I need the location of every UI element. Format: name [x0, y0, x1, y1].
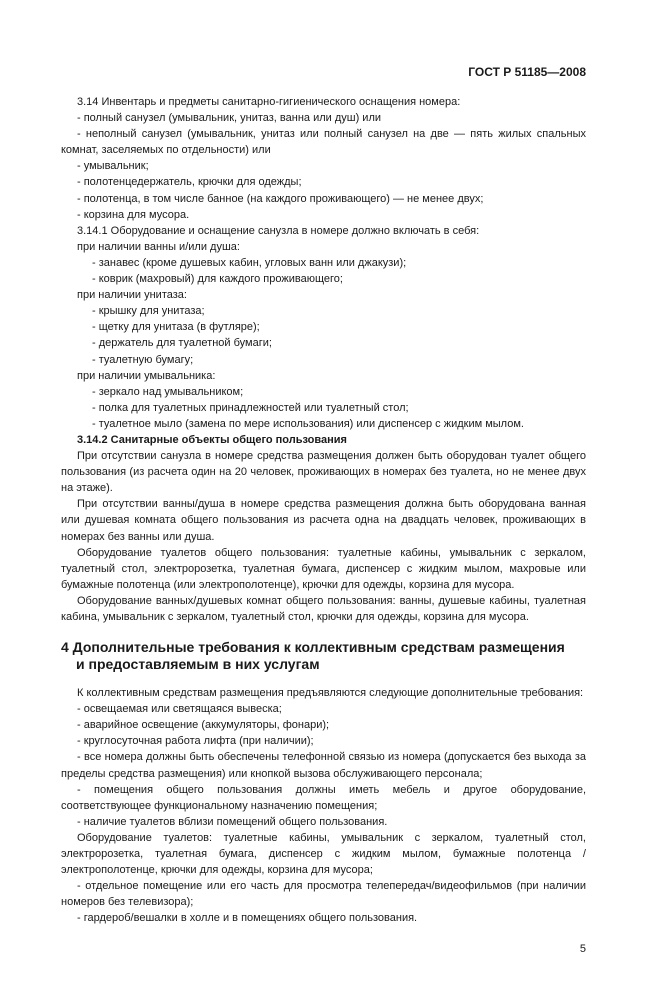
- list-item: - все номера должны быть обеспечены телефонной связью из номера (допускается без выхода за пределы средства размещения) или кнопкой вызова обслуживающего персонала;: [61, 751, 586, 780]
- section-4-body: [61, 685, 586, 926]
- group-label: при наличии ванны и/или душа:: [77, 240, 240, 253]
- list-item: - неполный санузел (умывальник, унитаз или полный санузел на две — пять жилых спальных комнат, заселяемых по отдельности) или: [61, 128, 586, 157]
- list-item: - корзина для мусора.: [77, 208, 190, 221]
- list-item: - освещаемая или светящаяся вывеска;: [77, 703, 282, 716]
- list-item: - щетку для унитаза (в футляре);: [92, 321, 260, 334]
- list-item: - полка для туалетных принадлежностей или туалетный стол;: [92, 401, 409, 414]
- list-item: - держатель для туалетной бумаги;: [92, 337, 272, 350]
- list-item: - умывальник;: [77, 160, 149, 173]
- group-label: при наличии унитаза:: [77, 289, 187, 302]
- list-item: - наличие туалетов вблизи помещений общего пользования.: [77, 815, 388, 828]
- paragraph: При отсутствии ванны/душа в номере средства размещения должна быть оборудована ванная или душевая комната общего пользования из расчета одна на двадцать человек, проживающих в номерах без ванны или душа.: [61, 498, 586, 543]
- paragraph: Оборудование туалетов общего пользования: туалетные кабины, умывальник с зеркалом, туалетный стол, электророзетка, туалетная бумага, диспенсер с жидким мылом, махровые или бумажные полотенца (или электрополотенце), крючки для одежды, корзина для мусора.: [61, 546, 586, 591]
- list-item: - полотенца, в том числе банное (на каждого проживающего) — не менее двух;: [77, 192, 484, 205]
- list-item: - коврик (махровый) для каждого проживающего;: [92, 273, 343, 286]
- paragraph: К коллективным средствам размещения предъявляются следующие дополнительные требования:: [77, 687, 584, 700]
- paragraph: Оборудование ванных/душевых комнат общего пользования: ванны, душевые кабины, туалетная кабина, умывальник с зеркалом, туалетный стол, крючки для одежды, корзина для мусора.: [61, 594, 586, 623]
- list-item: - занавес (кроме душевых кабин, угловых ванн или джакузи);: [92, 256, 407, 269]
- list-item: - туалетную бумагу;: [92, 353, 194, 366]
- section-title: 3.14 Инвентарь и предметы санитарно-гигиенического оснащения номера:: [77, 96, 461, 108]
- list-item: - полотенцедержатель, крючки для одежды;: [77, 176, 302, 189]
- list-item: - круглосуточная работа лифта (при наличии);: [77, 735, 314, 748]
- list-item: - отдельное помещение или его часть для просмотра телепередач/видеофильмов (при наличии номеров без телевизора);: [61, 880, 586, 909]
- page-number: 5: [579, 942, 586, 955]
- paragraph: Оборудование туалетов: туалетные кабины, умывальник с зеркалом, туалетный стол, электророзетка, туалетная бумага, диспенсер с жидким мылом, бумажные полотенца / электрополотенце, крючки для одежды, корзина для мусора;: [61, 831, 586, 877]
- list-item: - зеркало над умывальником;: [92, 385, 244, 398]
- heading-line: и предоставляемым в них услугам: [76, 656, 320, 673]
- list-item: - туалетное мыло (замена по мере использования) или диспенсер с жидким мылом.: [92, 417, 524, 430]
- list-item: - гардероб/вешалки в холле и в помещениях общего пользования.: [77, 912, 418, 925]
- section-title: 3.14.2 Санитарные объекты общего пользования: [77, 433, 347, 446]
- heading-line: 4 Дополнительные требования к коллективным средствам размещения: [61, 639, 565, 656]
- list-item: - аварийное освещение (аккумуляторы, фонари);: [77, 719, 330, 732]
- list-item: - крышку для унитаза;: [92, 305, 205, 318]
- section-3-14: [61, 94, 586, 625]
- list-item: - помещения общего пользования должны иметь мебель и другое оборудование, соответствующее функциональному назначению помещения;: [61, 783, 586, 812]
- paragraph: При отсутствии санузла в номере средства размещения должен быть оборудован туалет общего пользования (из расчета один на 20 человек, проживающих в номерах без туалета, но не менее двух на этаже).: [61, 450, 586, 495]
- section-title: 3.14.1 Оборудование и оснащение санузла в номере должно включать в себя:: [77, 224, 480, 237]
- list-item: - полный санузел (умывальник, унитаз, ванна или душ) или: [77, 112, 382, 125]
- group-label: при наличии умывальника:: [77, 369, 216, 382]
- document-code-header: ГОСТ Р 51185—2008: [468, 65, 586, 79]
- section-4-heading: [61, 639, 586, 673]
